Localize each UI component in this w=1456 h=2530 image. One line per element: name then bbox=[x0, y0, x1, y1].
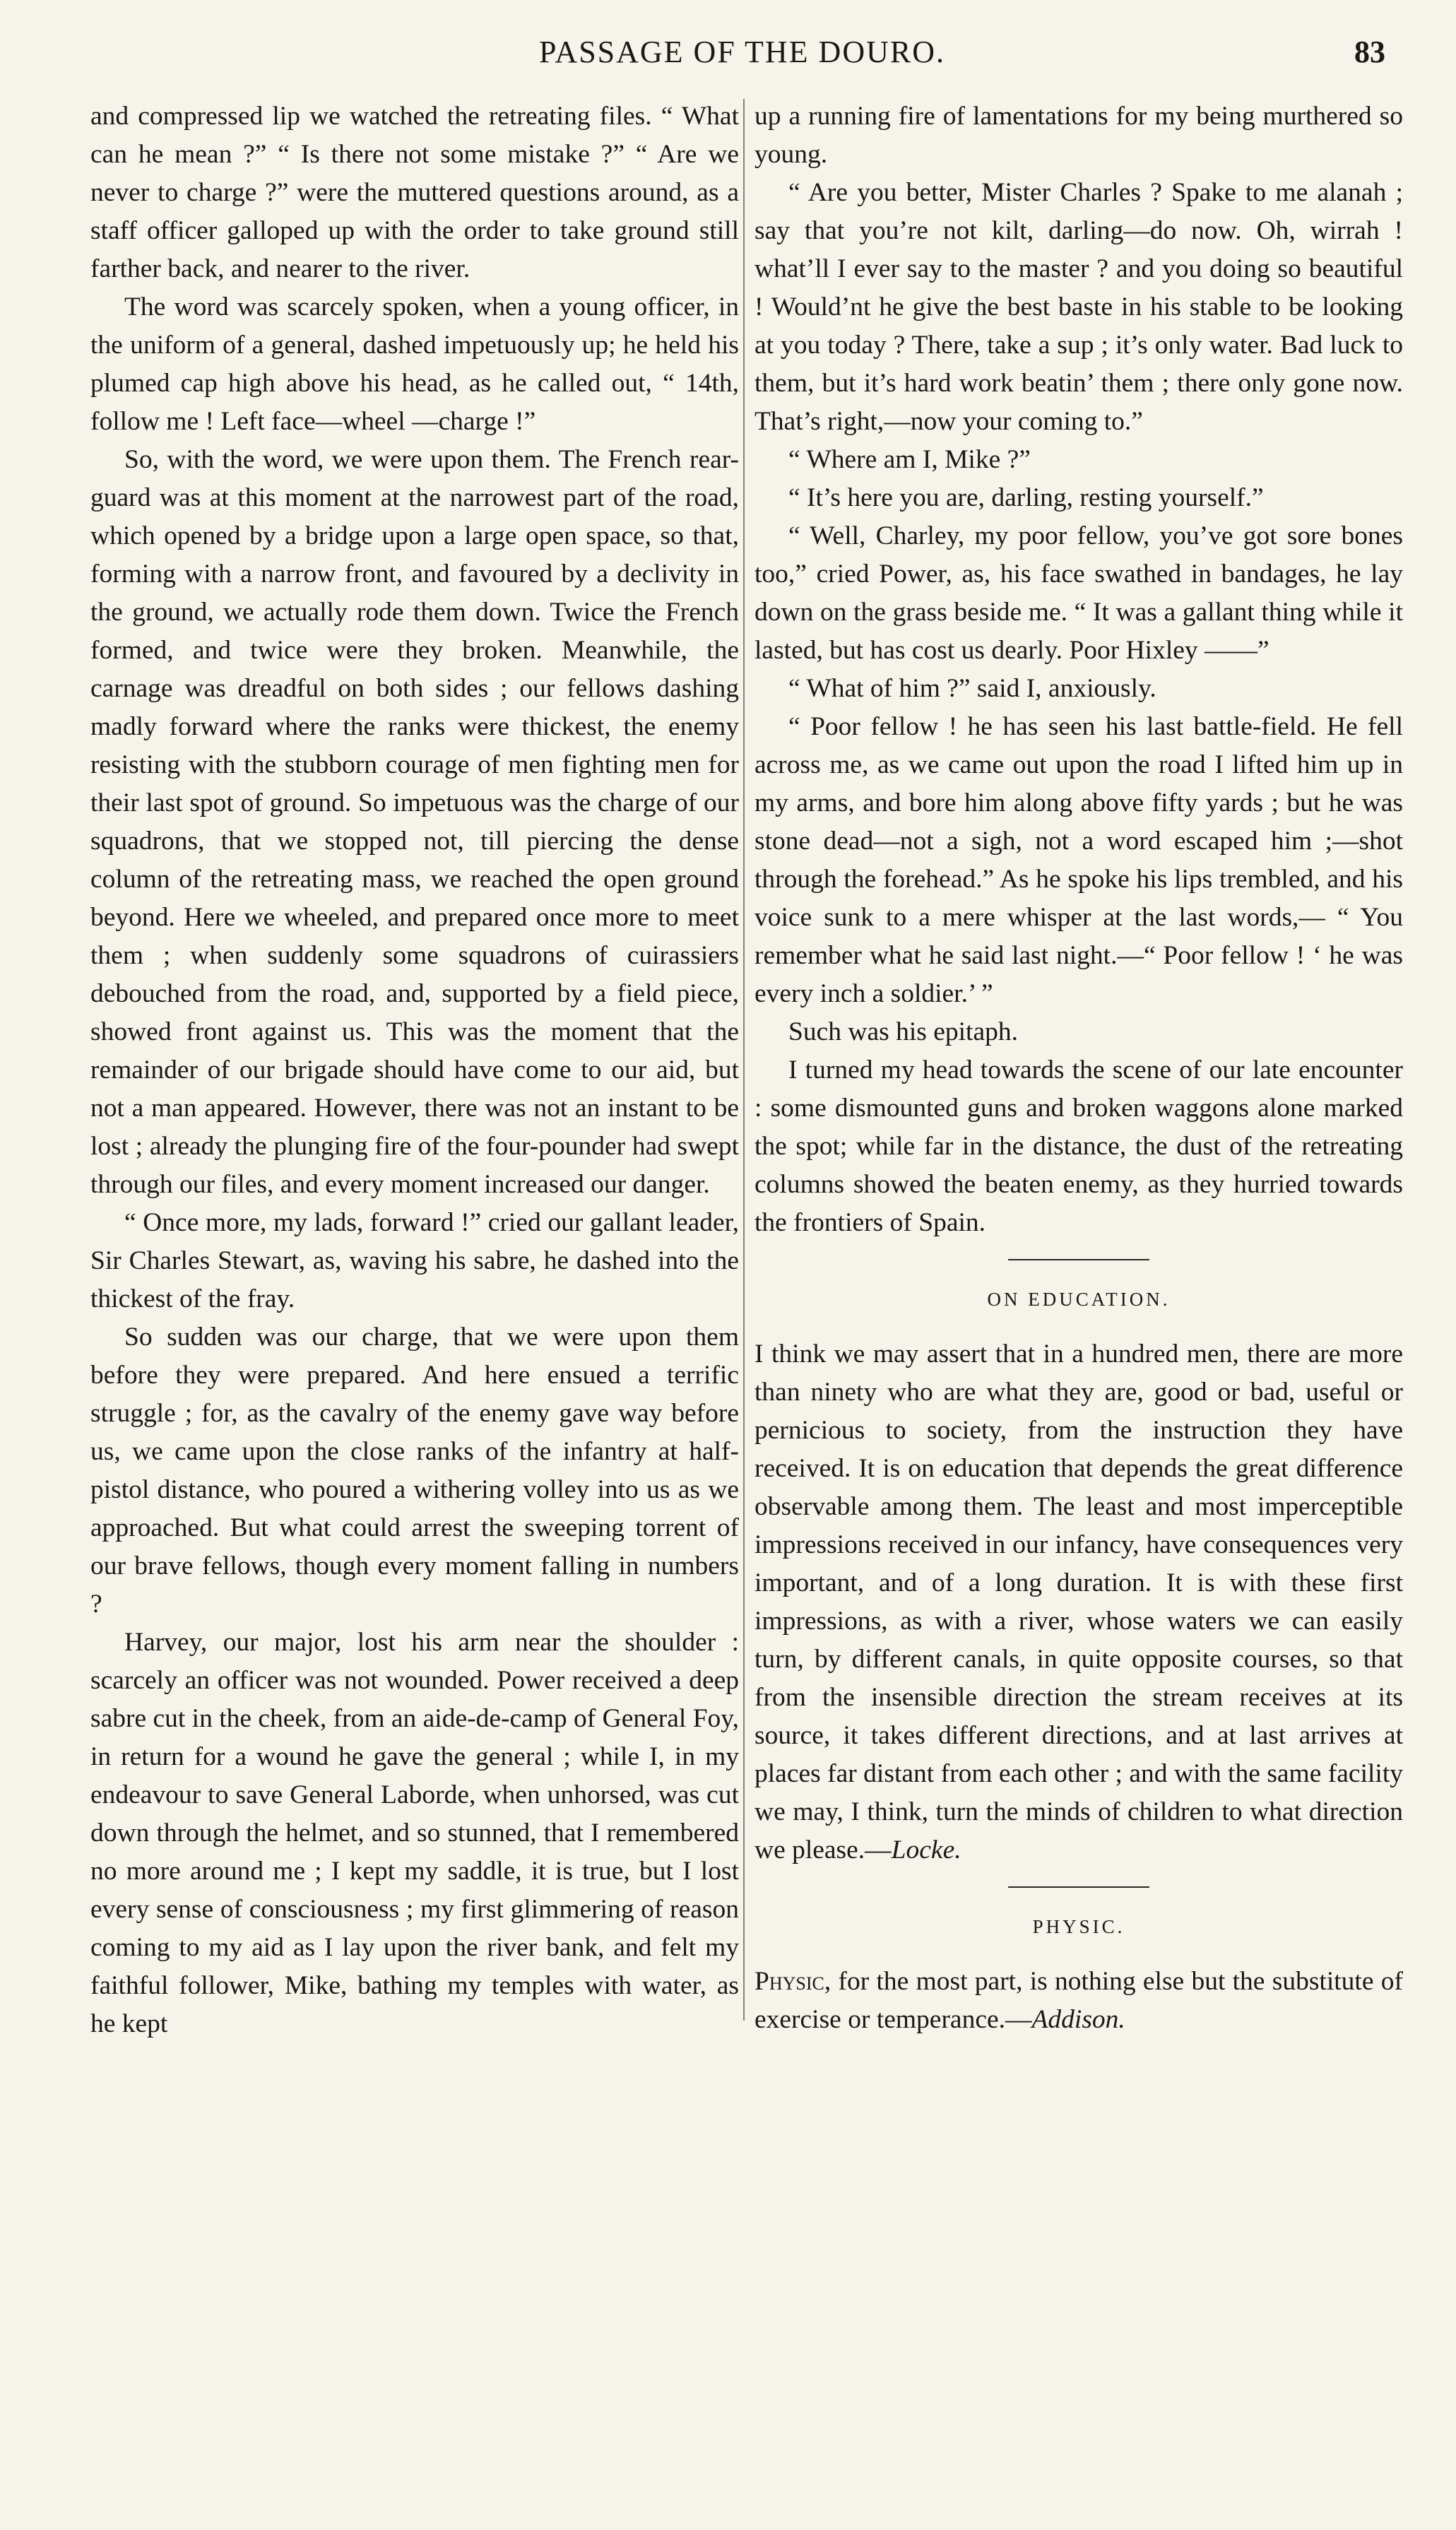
left-column bbox=[90, 97, 739, 2043]
paragraph: So, with the word, we were upon them. The French rear-guard was at this moment at the narrowest part of the road, which opened by a bridge upon a large open space, so that, forming with a narrow front, and favoured by a declivity in the ground, we actually rode them down. Twice the French formed, and twice were they broken. Meanwhile, the carnage was dreadful on both sides ; our fellows dashing madly forward where the ranks were thickest, the enemy resisting with the stubborn courage of men fighting men for their last spot of ground. So impetuous was the charge of our squadrons, that we stopped not, till piercing the dense column of the retreating mass, we reached the open ground beyond. Here we wheeled, and prepared once more to meet them ; when suddenly some squadrons of cuirassiers debouched from the road, and, supported by a field piece, showed front against us. This was the moment that the remainder of our brigade should have come to our aid, but not a man appeared. However, there was not an instant to be lost ; already the plunging fire of the four-pounder had swept through our files, and every moment increased our danger. bbox=[90, 445, 739, 1199]
section-heading-education: ON EDUCATION. bbox=[987, 1289, 1171, 1310]
paragraph: up a running fire of lamentations for my being murthered so young. bbox=[754, 102, 1403, 169]
section-divider bbox=[1008, 1886, 1149, 1888]
paragraph: So sudden was our charge, that we were upon them before they were prepared. And here ensued a terrific struggle ; for, as the cavalry of the enemy gave way before us, we came upon the close ranks of the infantry at half-pistol distance, who poured a withering volley into us as we approached. But what could arrest the sweeping torrent of our brave fellows, though every moment falling in numbers ? bbox=[90, 1323, 739, 1619]
paragraph: “ Once more, my lads, forward !” cried our gallant leader, Sir Charles Stewart, as, waving his sabre, he dashed into the thickest of the fray. bbox=[90, 1208, 739, 1313]
running-title: PASSAGE OF THE DOURO. bbox=[538, 35, 945, 69]
physic-attribution: Addison. bbox=[1031, 2005, 1125, 2034]
education-paragraph bbox=[754, 1335, 1403, 1869]
page-number: 83 bbox=[1354, 35, 1385, 69]
section-heading-physic: PHYSIC. bbox=[1032, 1916, 1125, 1937]
education-attribution: Locke. bbox=[891, 1836, 961, 1864]
physic-text: for the most part, is nothing else but the substitute of exercise or temperance.— bbox=[754, 1967, 1403, 2034]
section-divider bbox=[1008, 1259, 1149, 1260]
paragraph: Harvey, our major, lost his arm near the shoulder : scarcely an officer was not wounded. Power received a deep sabre cut in the cheek, from an aide-de-camp of General Foy, in return for a wound he gave the general ; while I, in my endeavour to save General Laborde, when unhorsed, was cut down through the helmet, and so stunned, that I remembered no more around me ; I kept my saddle, it is true, but I lost every sense of consciousness ; my first glimmering of reason coming to my aid as I lay upon the river bank, and felt my faithful follower, Mike, bathing my temples with water, as he kept bbox=[90, 1628, 739, 2038]
education-text: I think we may assert that in a hundred men, there are more than ninety who are what they are, good or bad, useful or pernicious to society, from the instruction they have received. It is on education that depends the great difference observable among them. The least and most imperceptible impressions received in our infancy, have consequences very important, and of a long duration. It is with these first impressions, as with a river, whose waters we can easily turn, by different canals, in quite opposite courses, so that from the insensible direction the stream receives at its source, it takes different directions, and at last arrives at places far distant from each other ; and with the same facility we may, I think, turn the minds of children to what direction we please.— bbox=[754, 1340, 1403, 1864]
paragraph: “ Where am I, Mike ?” bbox=[788, 445, 1031, 474]
paragraph: and compressed lip we watched the retreating files. “ What can he mean ?” “ Is there not some mistake ?” “ Are we never to charge ?” were the muttered questions around, as a staff officer galloped up with the order to take ground still farther back, and nearer to the river. bbox=[90, 102, 739, 283]
right-column bbox=[754, 97, 1403, 2039]
paragraph: “ Poor fellow ! he has seen his last battle-field. He fell across me, as we came out upon the road I lifted him up in my arms, and bore him along above fifty yards ; but he was stone dead—not a sigh, not a word escaped him ;—shot through the forehead.” As he spoke his lips trembled, and his voice sunk to a mere whisper at the last words,— “ You remember what he said last night.—“ Poor fellow ! ‘ he was every inch a soldier.’ ” bbox=[754, 712, 1403, 1008]
column-divider bbox=[743, 99, 745, 2021]
paragraph: I turned my head towards the scene of our late encounter : some dismounted guns and broken waggons alone marked the spot; while far in the distance, the dust of the retreating columns showed the beaten enemy, as they hurried towards the frontiers of Spain. bbox=[754, 1056, 1403, 1237]
physic-lead-word: Physic, bbox=[754, 1967, 831, 1996]
page-header bbox=[85, 34, 1399, 83]
paragraph: “ Well, Charley, my poor fellow, you’ve got sore bones too,” cried Power, as, his face swathed in bandages, he lay down on the grass beside me. “ It was a gallant thing while it lasted, but has cost us dearly. Poor Hixley ——” bbox=[754, 521, 1403, 665]
paragraph: “ Are you better, Mister Charles ? Spake to me alanah ; say that you’re not kilt, darling—do now. Oh, wirrah ! what’ll I ever say to the master ? and you doing so beautiful ! Would’nt he give the best baste in his stable to be looking at you today ? There, take a sup ; it’s only water. Bad luck to them, but it’s hard work beatin’ them ; there only gone now. That’s right,—now your coming to.” bbox=[754, 178, 1403, 436]
paragraph: “ It’s here you are, darling, resting yourself.” bbox=[788, 483, 1264, 512]
paragraph: “ What of him ?” said I, anxiously. bbox=[788, 674, 1156, 703]
physic-paragraph bbox=[754, 1963, 1403, 2039]
paragraph: The word was scarcely spoken, when a young officer, in the uniform of a general, dashed impetuously up; he held his plumed cap high above his head, as he called out, “ 14th, follow me ! Left face—wheel —charge !” bbox=[90, 292, 739, 436]
paragraph: Such was his epitaph. bbox=[788, 1017, 1018, 1046]
